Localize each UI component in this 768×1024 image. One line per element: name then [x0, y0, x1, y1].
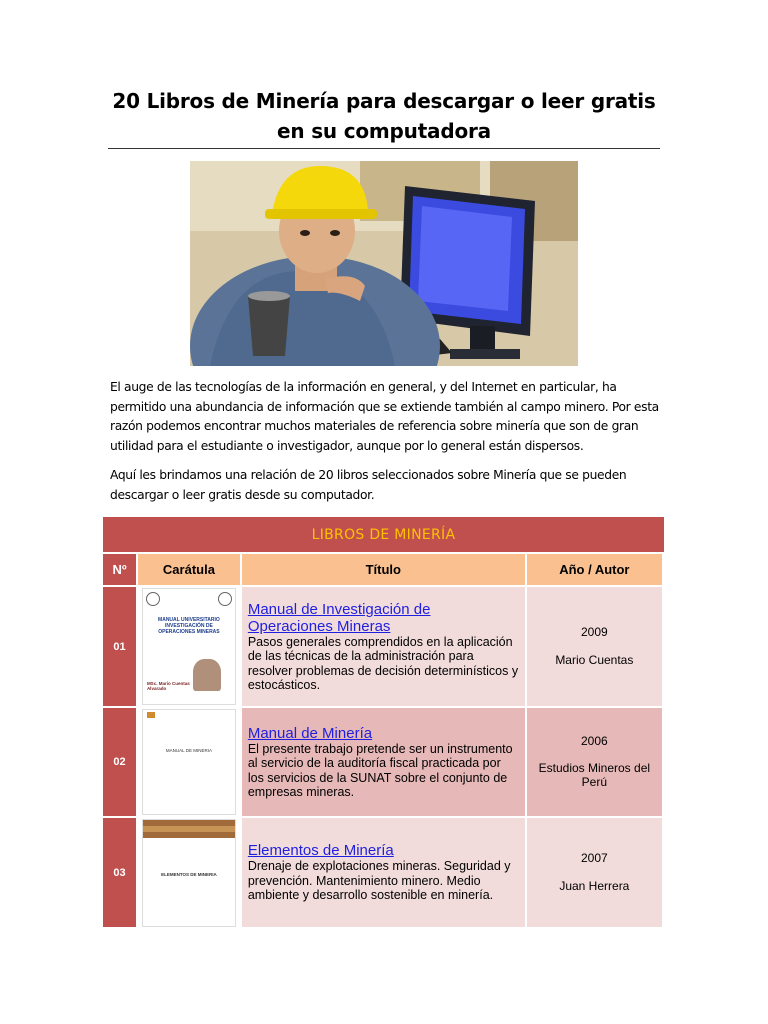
book-description: El presente trabajo pretende ser un instrumento al servicio de la auditoría fiscal practicada por los servicios de la SUNAT sobre el conjunto de empresas mineras. — [247, 741, 513, 799]
cover-title-text: MANUAL UNIVERSITARIO INVESTIGACIÓN DE OPERACIONES MINERAS — [158, 617, 220, 635]
book-cover-image[interactable] — [138, 818, 242, 929]
intro-paragraph-2: Aquí les brindamos una relación de 20 libros seleccionados sobre Minería que se pueden descargar o leer gratis desde su computador. — [110, 468, 627, 502]
cover-page — [142, 709, 236, 815]
row-number: 01 — [103, 587, 138, 708]
books-table — [103, 517, 664, 929]
book-description-cell — [242, 587, 527, 708]
table-header-row — [103, 554, 664, 587]
row-number: 02 — [103, 708, 138, 818]
table-row — [103, 587, 664, 708]
miner-at-computer-photo — [190, 161, 578, 366]
book-author: Juan Herrera — [559, 878, 630, 893]
book-description-cell — [242, 708, 527, 818]
book-title-link[interactable]: Manual de Investigación de Operaciones Mineras — [247, 600, 431, 635]
cover-page — [142, 588, 236, 705]
cover-title-text: MANUAL DE MINERIA — [165, 748, 212, 753]
table-row — [103, 708, 664, 818]
book-description: Drenaje de explotaciones mineras. Seguridad y prevención. Mantenimiento minero. Medio ambiente y desarrollo sostenible en minería. — [247, 859, 511, 903]
book-year: 2009 — [580, 625, 608, 639]
book-description: Pasos generales comprendidos en la aplicación de las técnicas de la administración para resolver problemas de decisión determinísticos y estocásticos. — [247, 634, 519, 692]
header-number: Nº — [103, 554, 138, 587]
cover-title-text: ELEMENTOS DE MINERIA — [161, 871, 217, 877]
table-row — [103, 818, 664, 929]
book-author: Estudios Mineros del Perú — [538, 761, 651, 789]
cover-page — [142, 819, 236, 927]
cover-author-text: MSc. Mario Cuentas Alvarado — [146, 681, 190, 691]
book-cover-image[interactable] — [138, 708, 242, 818]
intro-paragraph-1: El auge de las tecnologías de la información en general, y del Internet en particular, ha permitido una abundancia de información que se extiende también al campo minero. Por esta razón podemos encontrar muchos materiales de referencia sobre minería que son de gran utilidad para el estudiante o investigador, aunque por lo general están dispersos. — [110, 380, 659, 453]
book-year: 2006 — [580, 733, 608, 748]
header-year-author: Año / Autor — [527, 554, 664, 587]
book-author: Mario Cuentas — [555, 652, 634, 667]
page-title: 20 Libros de Minería para descargar o leer gratis en su computadora — [112, 89, 656, 143]
row-number: 03 — [103, 818, 138, 929]
header-title: Título — [242, 554, 527, 587]
year-author-cell — [527, 587, 664, 708]
year-author-cell — [527, 708, 664, 818]
book-title-link[interactable]: Manual de Minería — [247, 724, 373, 742]
title-divider — [108, 148, 660, 149]
table-banner: LIBROS DE MINERÍA — [103, 517, 664, 554]
book-title-link[interactable]: Elementos de Minería — [247, 842, 394, 860]
header-cover: Carátula — [138, 554, 242, 587]
book-cover-image[interactable] — [138, 587, 242, 708]
year-author-cell — [527, 818, 664, 929]
book-year: 2007 — [580, 851, 608, 865]
book-description-cell — [242, 818, 527, 929]
